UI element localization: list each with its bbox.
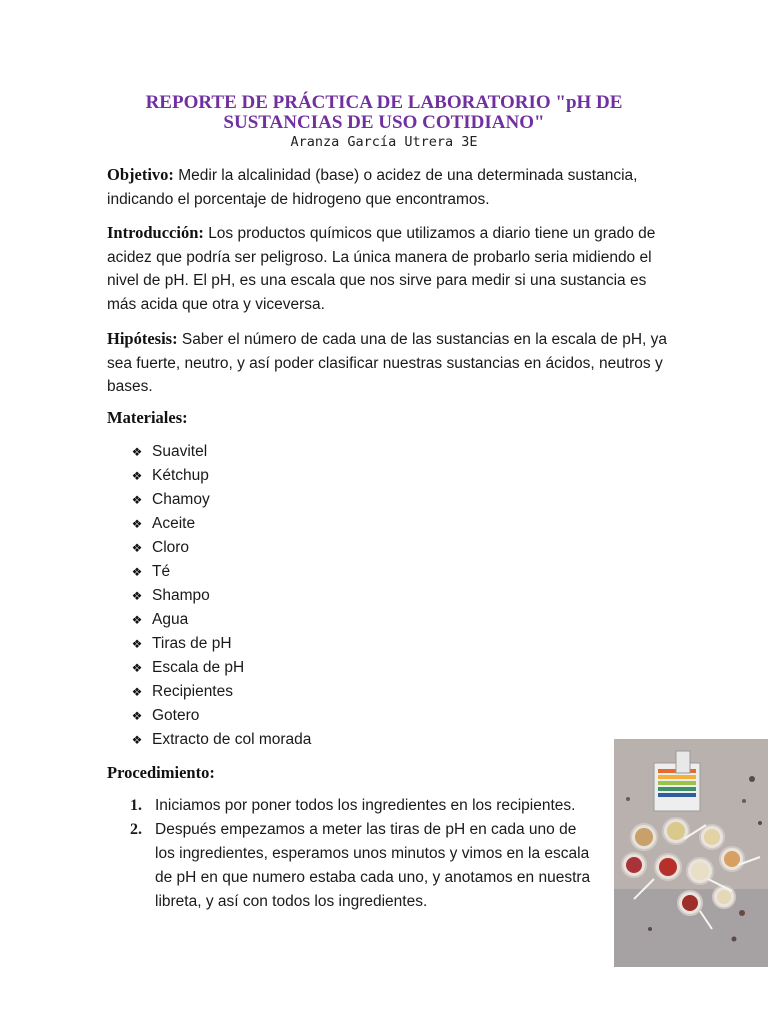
document-title-line-1: REPORTE DE PRÁCTICA DE LABORATORIO "pH DE: [145, 92, 623, 113]
objetivo-heading: Objetivo:: [107, 165, 174, 184]
material-item-label: Té: [152, 563, 171, 580]
diamond-bullet-icon: ❖: [131, 565, 143, 579]
diamond-bullet-icon: ❖: [131, 541, 143, 555]
introduccion-text: Los productos químicos que utilizamos a diario tiene un grado de acidez que podría ser peligroso. La única manera de probarlo seria midiendo el nivel de pH. El pH, es una escala que nos sirve para medir si una sustancia es más acida que otra y viceversa.: [107, 225, 656, 313]
material-item-label: Cloro: [152, 539, 190, 556]
objetivo-text: Medir la alcalinidad (base) o acidez de una determinada sustancia, indicando el porcentaje de hidrogeno que encontramos.: [107, 167, 638, 208]
material-item: [130, 728, 311, 752]
material-item-label: Shampo: [152, 587, 210, 604]
material-item: [130, 632, 311, 656]
hipotesis-paragraph: [107, 327, 677, 399]
diamond-bullet-icon: ❖: [131, 469, 143, 483]
material-item: [130, 608, 311, 632]
introduccion-heading: Introducción:: [107, 223, 204, 242]
material-item: [130, 536, 311, 560]
material-item: [130, 680, 311, 704]
material-item-label: Escala de pH: [152, 659, 245, 676]
step-number: 2.: [130, 821, 142, 838]
diamond-bullet-icon: ❖: [131, 517, 143, 531]
material-item-label: Agua: [152, 611, 189, 628]
material-item: [130, 704, 311, 728]
material-item: [130, 464, 311, 488]
document-title-line-2: SUSTANCIAS DE USO COTIDIANO": [223, 112, 545, 133]
diamond-bullet-icon: ❖: [131, 685, 143, 699]
objetivo-paragraph: [107, 163, 677, 211]
procedure-step: [130, 818, 600, 914]
material-item: [130, 560, 311, 584]
lab-photo-illustration: [614, 739, 768, 967]
diamond-bullet-icon: ❖: [131, 445, 143, 459]
step-text: Iniciamos por poner todos los ingredientes en los recipientes.: [155, 797, 576, 814]
material-item-label: Suavitel: [152, 443, 208, 460]
diamond-bullet-icon: ❖: [131, 613, 143, 627]
material-item: [130, 584, 311, 608]
step-number: 1.: [130, 797, 142, 814]
materiales-heading: Materiales:: [107, 408, 188, 427]
hipotesis-text: Saber el número de cada una de las sustancias en la escala de pH, ya sea fuerte, neutro, y así poder clasificar nuestras sustancias en ácidos, neutros y bases.: [107, 331, 668, 395]
material-item: [130, 512, 311, 536]
material-item: [130, 488, 311, 512]
materials-list: [130, 440, 311, 752]
diamond-bullet-icon: ❖: [131, 637, 143, 651]
hipotesis-heading: Hipótesis:: [107, 329, 178, 348]
material-item-label: Extracto de col morada: [152, 731, 312, 748]
material-item-label: Gotero: [152, 707, 200, 724]
step-text: Después empezamos a meter las tiras de pH en cada uno de los ingredientes, esperamos unos minutos y vimos en la escala de pH en que numero estaba cada uno, y anotamos en nuestra libreta, y así con todos los ingredientes.: [155, 821, 591, 910]
diamond-bullet-icon: ❖: [131, 493, 143, 507]
diamond-bullet-icon: ❖: [131, 733, 143, 747]
material-item: [130, 656, 311, 680]
material-item-label: Kétchup: [152, 467, 209, 484]
author-line: Aranza García Utrera 3E: [290, 134, 478, 150]
lab-photo: [614, 739, 768, 967]
material-item-label: Recipientes: [152, 683, 233, 700]
diamond-bullet-icon: ❖: [131, 661, 143, 675]
diamond-bullet-icon: ❖: [131, 589, 143, 603]
procedure-steps: [130, 794, 600, 914]
material-item-label: Aceite: [152, 515, 196, 532]
material-item-label: Tiras de pH: [152, 635, 232, 652]
material-item-label: Chamoy: [152, 491, 210, 508]
procedure-step: [130, 794, 600, 818]
material-item: [130, 440, 311, 464]
procedimiento-heading: Procedimiento:: [107, 763, 215, 782]
diamond-bullet-icon: ❖: [131, 709, 143, 723]
introduccion-paragraph: [107, 221, 677, 316]
